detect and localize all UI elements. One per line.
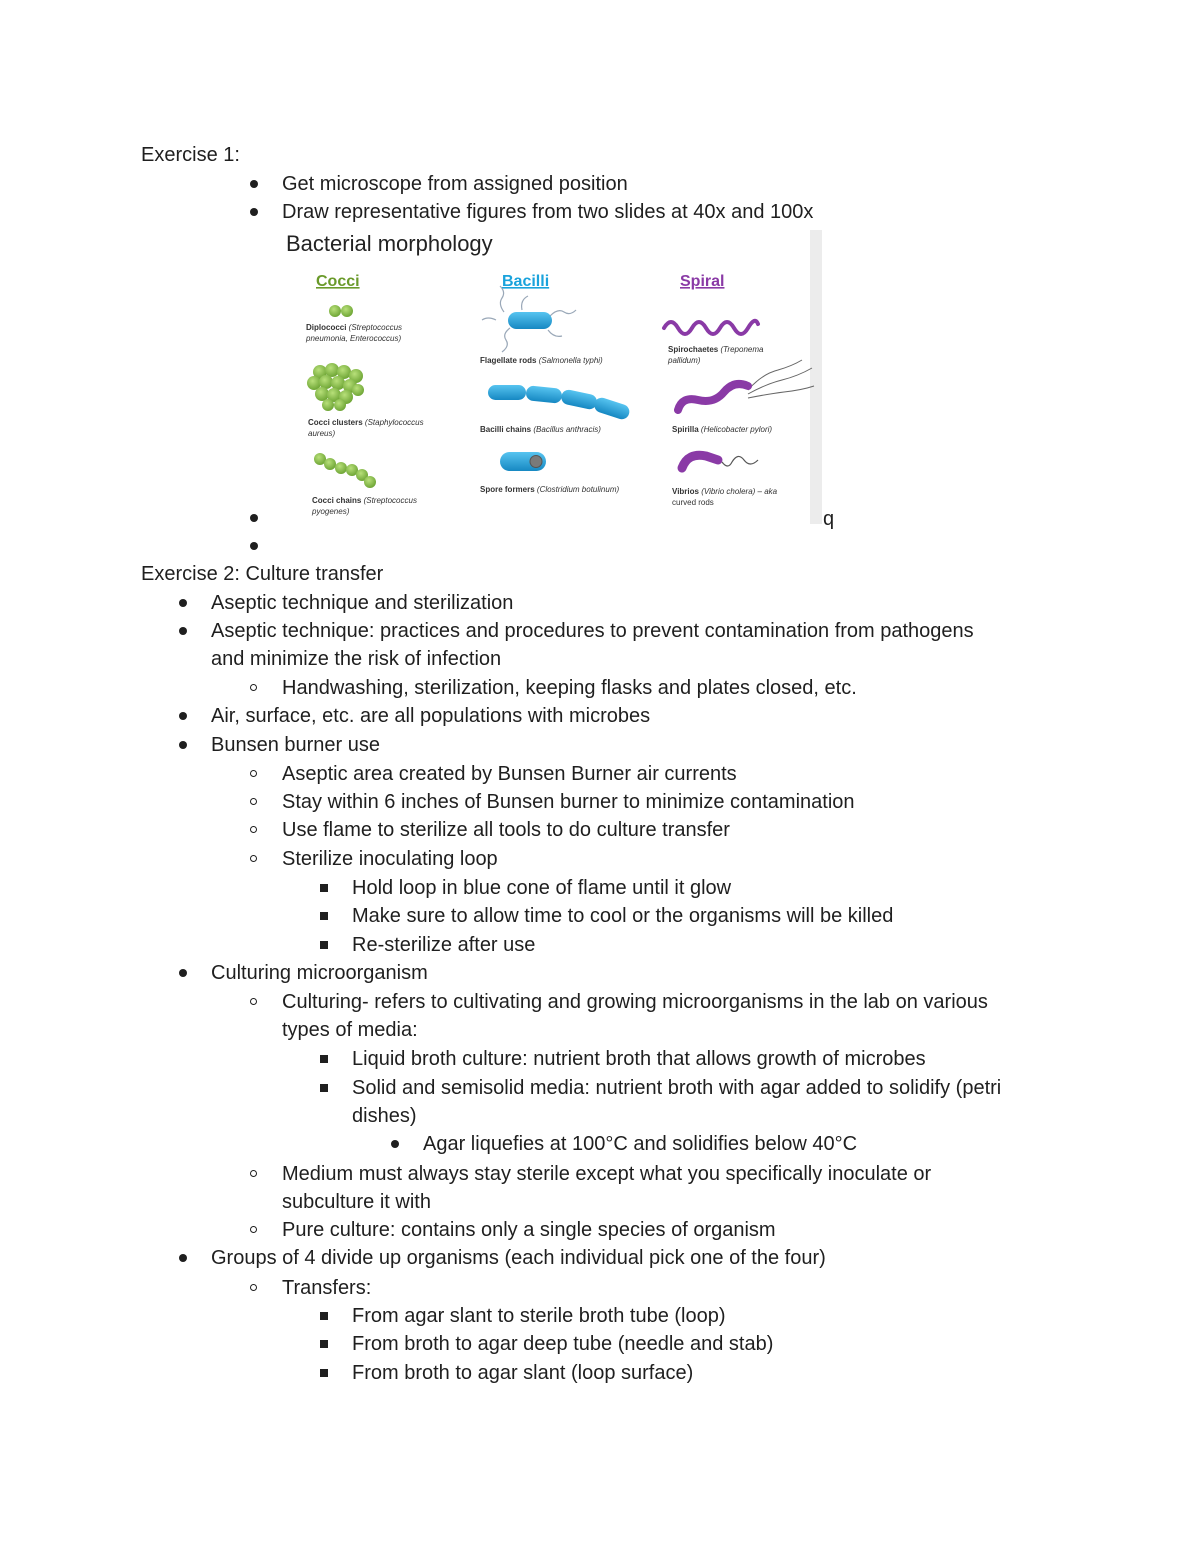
spore-formers-label: Spore formers (Clostridium botulinum)	[480, 485, 620, 494]
bacterial-morphology-figure	[282, 230, 822, 524]
bullet-disc	[250, 514, 258, 522]
exercise-2-heading: Exercise 2: Culture transfer	[141, 563, 384, 585]
cocci-heading: Cocci	[316, 273, 360, 290]
bacilli-chains-illustration	[488, 385, 631, 421]
list-item: Aseptic technique: practices and procedures to prevent contamination from pathogens	[211, 620, 974, 642]
figure-title: Bacterial morphology	[286, 231, 493, 256]
figure-edge	[810, 230, 822, 524]
bacilli-heading: Bacilli	[502, 273, 550, 290]
flagellate-rods-label: Flagellate rods (Salmonella typhi)	[480, 356, 603, 365]
list-item: Culturing microorganism	[211, 962, 428, 984]
list-item: Medium must always stay sterile except what you specifically inoculate or	[282, 1163, 932, 1185]
list-item: Handwashing, sterilization, keeping flasks and plates closed, etc.	[282, 677, 857, 699]
bullet-square	[320, 941, 328, 949]
vibrios-latin: curved rods	[672, 498, 714, 507]
spirochaete-illustration	[664, 321, 758, 334]
list-item: Agar liquefies at 100°C and solidifies below 40°C	[423, 1133, 858, 1155]
stray-character: q	[823, 508, 835, 530]
list-item: Transfers:	[282, 1277, 372, 1299]
list-item: Liquid broth culture: nutrient broth that allows growth of microbes	[352, 1048, 926, 1070]
cocci-chains-illustration	[314, 453, 376, 488]
list-item: Re-sterilize after use	[352, 934, 536, 956]
list-item: Groups of 4 divide up organisms (each individual pick one of the four)	[211, 1247, 826, 1269]
vibrios-label: Vibrios (Vibrio cholera) – aka	[672, 487, 778, 496]
bullet-disc	[179, 969, 187, 977]
list-item-continuation: dishes)	[352, 1105, 417, 1127]
cocci-chains-label: Cocci chains (Streptococcus	[312, 496, 417, 505]
list-item: Draw representative figures from two slides at 40x and 100x	[282, 201, 814, 223]
list-item: Sterilize inoculating loop	[282, 848, 498, 870]
bullet-circle	[250, 798, 257, 805]
bullet-square	[320, 1055, 328, 1063]
bullet-circle	[250, 684, 257, 691]
list-item-continuation: types of media:	[282, 1019, 418, 1041]
bullet-circle	[250, 998, 257, 1005]
spirochaetes-label: Spirochaetes (Treponema	[668, 345, 764, 354]
bullet-square	[320, 912, 328, 920]
bacilli-chains-label: Bacilli chains (Bacillus anthracis)	[480, 425, 601, 434]
bullet-circle	[250, 770, 257, 777]
bullet-square	[320, 1312, 328, 1320]
list-item: Solid and semisolid media: nutrient broth with agar added to solidify (petri	[352, 1077, 1002, 1099]
list-item: Bunsen burner use	[211, 734, 381, 756]
cocci-clusters-illustration	[307, 363, 364, 411]
spirilla-illustration	[678, 360, 814, 410]
morphology-diagram	[282, 230, 822, 524]
diplococci-illustration	[329, 305, 353, 317]
list-item: Pure culture: contains only a single species of organism	[282, 1219, 776, 1241]
bullet-square	[320, 1369, 328, 1377]
bullet-disc	[179, 741, 187, 749]
bullet-circle	[250, 1284, 257, 1291]
list-item: Culturing- refers to cultivating and growing microorganisms in the lab on various	[282, 991, 988, 1013]
list-item: From broth to agar deep tube (needle and stab)	[352, 1333, 774, 1355]
list-item: Make sure to allow time to cool or the organisms will be killed	[352, 905, 894, 927]
list-item: Use flame to sterilize all tools to do culture transfer	[282, 819, 730, 841]
bullet-disc	[179, 599, 187, 607]
bullet-square	[320, 1084, 328, 1092]
cocci-clusters-label: Cocci clusters (Staphylococcus	[308, 418, 424, 427]
bullet-circle	[250, 1170, 257, 1177]
list-item: Get microscope from assigned position	[282, 173, 628, 195]
exercise-1-heading: Exercise 1:	[141, 144, 240, 166]
list-item: Aseptic area created by Bunsen Burner air currents	[282, 763, 737, 785]
bullet-disc	[250, 208, 258, 216]
list-item: Aseptic technique and sterilization	[211, 592, 514, 614]
spirochaetes-latin: pallidum)	[668, 356, 701, 365]
bullet-square	[320, 884, 328, 892]
bullet-disc	[391, 1140, 399, 1148]
cocci-chains-latin: pyogenes)	[312, 507, 350, 516]
bullet-disc	[179, 712, 187, 720]
bullet-disc	[179, 1254, 187, 1262]
diplococci-label: Diplococci (Streptococcus	[306, 323, 403, 332]
cocci-clusters-latin: aureus)	[308, 429, 336, 438]
spiral-heading: Spiral	[680, 273, 725, 290]
bullet-circle	[250, 1226, 257, 1233]
list-item: Stay within 6 inches of Bunsen burner to minimize contamination	[282, 791, 855, 813]
diplococci-latin: pneumonia, Enterococcus)	[306, 334, 402, 343]
list-item: Hold loop in blue cone of flame until it glow	[352, 877, 732, 899]
list-item-continuation: subculture it with	[282, 1191, 431, 1213]
bullet-disc	[179, 627, 187, 635]
bullet-square	[320, 1340, 328, 1348]
spore-former-illustration	[500, 452, 546, 471]
list-item: From broth to agar slant (loop surface)	[352, 1362, 694, 1384]
list-item: Air, surface, etc. are all populations with microbes	[211, 705, 651, 727]
list-item-continuation: and minimize the risk of infection	[211, 648, 502, 670]
spirilla-label: Spirilla (Helicobacter pylori)	[672, 425, 773, 434]
bullet-circle	[250, 855, 257, 862]
vibrio-illustration	[682, 455, 758, 468]
bullet-disc	[250, 542, 258, 550]
list-item: From agar slant to sterile broth tube (loop)	[352, 1305, 726, 1327]
bullet-circle	[250, 826, 257, 833]
flagellate-rod-illustration	[482, 286, 576, 352]
bullet-disc	[250, 180, 258, 188]
